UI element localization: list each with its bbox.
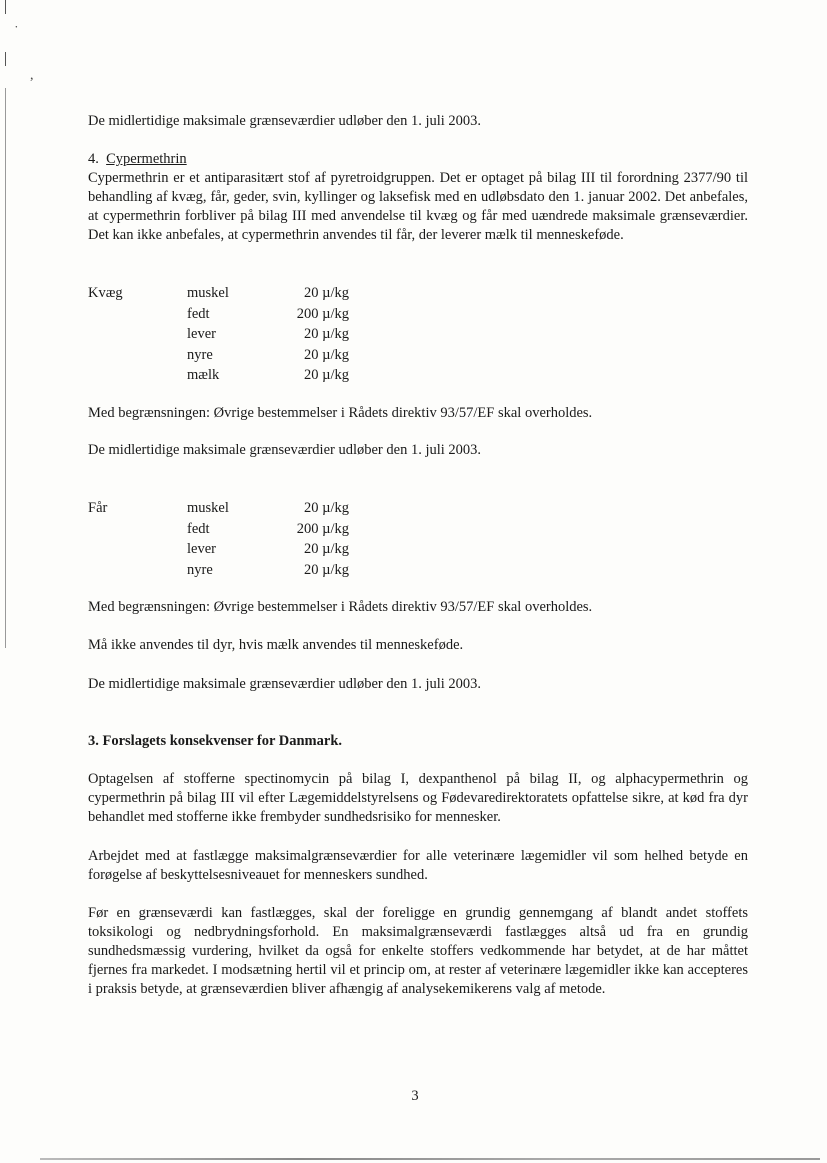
tissue-label: fedt bbox=[187, 520, 210, 537]
section-4-number: 4. bbox=[88, 151, 99, 167]
tissue-label: muskel bbox=[187, 500, 229, 516]
scan-artifact bbox=[5, 0, 6, 14]
tissue-label: mælk bbox=[187, 367, 220, 383]
table-row bbox=[88, 283, 349, 304]
animal-label: Kvæg bbox=[88, 285, 123, 301]
scan-artifact: , bbox=[30, 68, 34, 83]
page-number: 3 bbox=[411, 1088, 419, 1104]
table-row bbox=[88, 365, 349, 386]
scan-artifact: ˙ bbox=[14, 24, 19, 39]
table-row bbox=[88, 345, 349, 366]
restriction-note-1: Med begrænsningen: Øvrige bestemmelser i Rådets direktiv 93/57/EF skal overholdes. bbox=[88, 405, 593, 421]
limit-value-paragraph: Før en grænseværdi kan fastlægges, skal der foreligge en grundig gennemgang af blandt andet stoffets toksikologi og nedbrydningsforhold. En maksimalgrænseværdi fastlægges altså ud fra en grundig sundhedsmæssig vurdering, hvilket da også for enkelte stoffers vedkommende har betydet, at de har måttet fjernes fra markedet. I modsætning hertil vil et princip om, at rester af veterinære lægemidler ikke kan accepteres i praksis betyde, at grænseværdien bliver afhængig af analysekemikerens valg af metode. bbox=[88, 905, 748, 997]
sheep-mrl-table bbox=[88, 498, 349, 580]
table-row bbox=[88, 560, 349, 581]
restriction-note-2: Med begrænsningen: Øvrige bestemmelser i Rådets direktiv 93/57/EF skal overholdes. bbox=[88, 599, 593, 615]
animal-label: Får bbox=[88, 500, 108, 516]
section-4-title: Cypermethrin bbox=[106, 151, 187, 167]
scan-artifact bbox=[5, 52, 6, 66]
table-row bbox=[88, 539, 349, 560]
tissue-label: fedt bbox=[187, 305, 210, 322]
consequences-paragraph: Optagelsen af stofferne spectinomycin på bilag I, dexpanthenol på bilag II, og alphacypermethrin og cypermethrin på bilag III vil efter Lægemiddelstyrelsens og Fødevaredirektoratets opfattelse sikre, at kød fra dyr behandlet med stofferne ikke frembyder sundhedsrisiko for mennesker. bbox=[88, 771, 748, 825]
mrl-value: 20 µ/kg bbox=[303, 367, 349, 383]
mrl-value: 20 µ/kg bbox=[303, 326, 349, 342]
section-4-heading bbox=[88, 150, 748, 169]
mrl-value: 20 µ/kg bbox=[303, 346, 349, 363]
mrl-value: 20 µ/kg bbox=[303, 285, 349, 301]
scan-artifact bbox=[5, 88, 6, 648]
tissue-label: lever bbox=[187, 326, 216, 342]
tissue-label: lever bbox=[187, 541, 216, 557]
tissue-label: nyre bbox=[187, 561, 213, 578]
section-4-text: Cypermethrin er et antiparasitært stof af pyretroidgruppen. Det er optaget på bilag III til forordning 2377/90 til behandling af kvæg, får, geder, svin, kyllinger og laksefisk med en udløbsdato den 1. januar 2002. Det anbefales, at cypermethrin forbliver på bilag III med anvendelse til kvæg og får med uændrede maksimale grænseværdier. Det kan ikke anbefales, at cypermethrin anvendes til får, der leverer mælk til menneskeføde. bbox=[88, 170, 748, 243]
expiry-note-2: De midlertidige maksimale grænseværdier udløber den 1. juli 2003. bbox=[88, 442, 482, 458]
tissue-label: nyre bbox=[187, 346, 213, 363]
mrl-value: 20 µ/kg bbox=[303, 561, 349, 578]
mrl-value: 200 µ/kg bbox=[296, 305, 349, 322]
scan-artifact bbox=[40, 1158, 820, 1160]
mrl-value: 20 µ/kg bbox=[303, 541, 349, 557]
table-row bbox=[88, 304, 349, 325]
mrl-value: 20 µ/kg bbox=[303, 500, 349, 516]
protection-paragraph: Arbejdet med at fastlægge maksimalgrænseværdier for alle veterinære lægemidler vil som helhed betyde en forøgelse af beskyttelsesniveauet for menneskers sundhed. bbox=[88, 848, 748, 883]
mrl-value: 200 µ/kg bbox=[296, 520, 349, 537]
cattle-mrl-table bbox=[88, 283, 349, 386]
table-row bbox=[88, 519, 349, 540]
section-3-heading: 3. Forslagets konsekvenser for Danmark. bbox=[88, 733, 343, 749]
milk-usage-note: Må ikke anvendes til dyr, hvis mælk anvendes til menneskeføde. bbox=[88, 637, 464, 653]
table-row bbox=[88, 498, 349, 519]
tissue-label: muskel bbox=[187, 285, 229, 301]
expiry-note-1: De midlertidige maksimale grænseværdier udløber den 1. juli 2003. bbox=[88, 113, 482, 129]
table-row bbox=[88, 324, 349, 345]
expiry-note-3: De midlertidige maksimale grænseværdier udløber den 1. juli 2003. bbox=[88, 676, 482, 692]
